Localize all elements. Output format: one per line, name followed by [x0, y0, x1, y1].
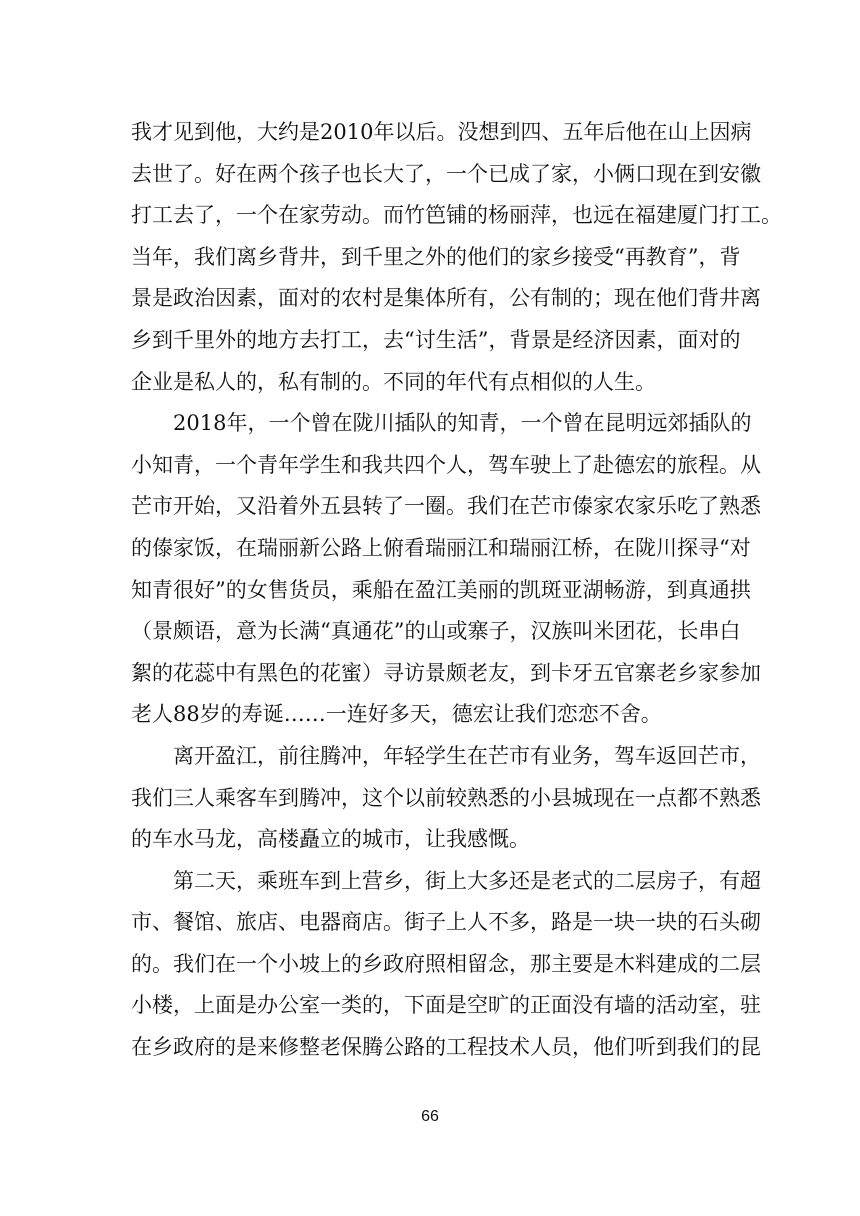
paragraph-2	[131, 403, 761, 736]
text-line: 的车水马龙，高楼矗立的城市，让我感慨。	[131, 827, 530, 852]
text-line: 芒市开始，又沿着外五县转了一圈。我们在芒市傣家农家乐吃了熟悉	[131, 494, 761, 519]
text-line: 企业是私人的，私有制的。不同的年代有点相似的人生。	[131, 369, 656, 394]
text-line: （景颇语，意为长满“真通花”的山或寨子，汉族叫米团花，长串白	[131, 619, 741, 644]
text-line: 去世了。好在两个孩子也长大了，一个已成了家，小俩口现在到安徽	[131, 161, 761, 186]
text-line: 在乡政府的是来修整老保腾公路的工程技术人员，他们听到我们的昆	[131, 1035, 761, 1060]
text-line: 知青很好”的女售货员，乘船在盈江美丽的凯斑亚湖畅游，到真通拱	[131, 577, 751, 602]
text-line: 小知青，一个青年学生和我共四个人，驾车驶上了赴德宏的旅程。从	[131, 452, 761, 477]
text-line: 我才见到他，大约是2010年以后。没想到四、五年后他在山上因病	[131, 120, 752, 144]
text-line: 乡到千里外的地方去打工，去“讨生活”，背景是经济因素，面对的	[131, 327, 741, 352]
text-line: 我们三人乘客车到腾冲，这个以前较熟悉的小县城现在一点都不熟悉	[131, 785, 761, 810]
text-line: 2018年，一个曾在陇川插队的知青，一个曾在昆明远郊插队的	[173, 411, 752, 436]
text-line: 的傣家饭，在瑞丽新公路上俯看瑞丽江和瑞丽江桥，在陇川探寻“对	[131, 535, 751, 560]
paragraph-3	[131, 736, 761, 861]
page-number: 66	[421, 1108, 439, 1125]
text-line: 景是政治因素，面对的农村是集体所有，公有制的；现在他们背井离	[131, 286, 761, 311]
text-line: 打工去了，一个在家劳动。而竹笆铺的杨丽萍，也远在福建厦门打工。	[131, 203, 782, 228]
body-text	[131, 112, 782, 1069]
text-line: 第二天，乘班车到上营乡，街上大多还是老式的二层房子，有超	[173, 868, 761, 893]
text-line: 当年，我们离乡背井，到千里之外的他们的家乡接受“再教育”，背	[131, 244, 741, 269]
text-line: 老人88岁的寿诞……一连好多天，德宏让我们恋恋不舍。	[131, 702, 662, 727]
text-line: 离开盈江，前往腾冲，年轻学生在芒市有业务，驾车返回芒市，	[173, 743, 761, 768]
paragraph-4	[131, 861, 761, 1069]
text-line: 小楼，上面是办公室一类的，下面是空旷的正面没有墙的活动室，驻	[131, 993, 761, 1018]
text-line: 市、餐馆、旅店、电器商店。街子上人不多，路是一块一块的石头砌	[131, 910, 761, 935]
paragraph-1	[131, 112, 782, 403]
text-line: 的。我们在一个小坡上的乡政府照相留念，那主要是木料建成的二层	[131, 951, 761, 976]
text-line: 絮的花蕊中有黑色的花蜜）寻访景颇老友，到卡牙五官寨老乡家参加	[131, 660, 761, 685]
